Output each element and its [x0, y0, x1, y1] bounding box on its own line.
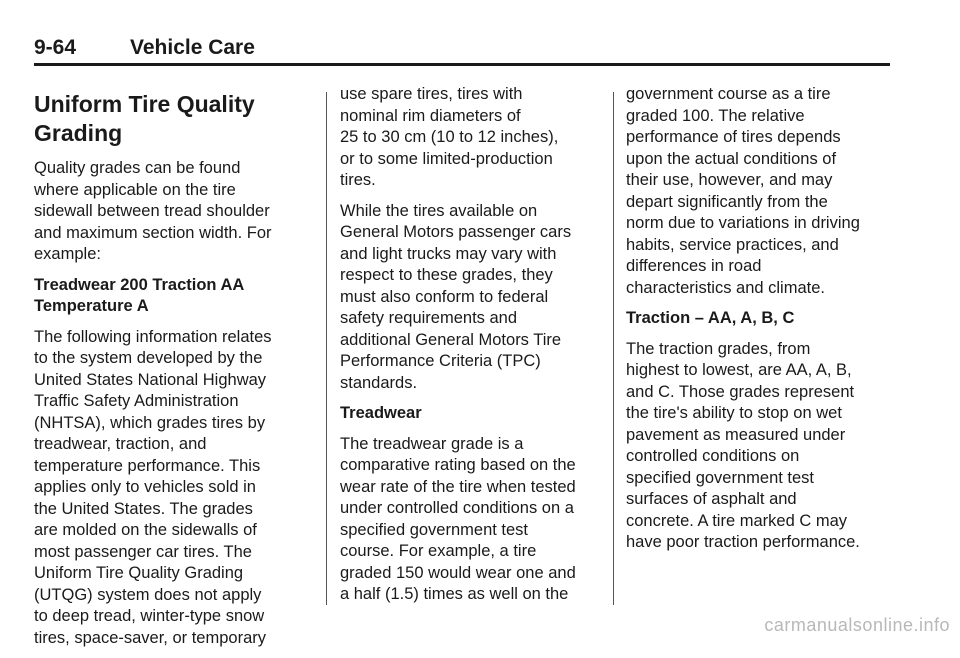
text-line: surfaces of asphalt and — [626, 490, 797, 508]
text-line: habits, service practices, and — [626, 235, 839, 254]
text-line: specified government test — [626, 468, 815, 487]
paragraph — [626, 339, 906, 554]
text-line: The treadwear grade is a — [340, 434, 524, 453]
text-line: where applicable on the tire — [34, 180, 236, 199]
text-line: to deep tread, winter-type snow — [34, 607, 265, 625]
text-line: and maximum section width. For — [34, 223, 272, 242]
column-2 — [340, 84, 620, 615]
text-line: must also conform to federal — [340, 287, 549, 306]
paragraph — [340, 201, 620, 395]
text-line: use spare tires, tires with — [340, 85, 523, 103]
text-line: upon the actual conditions of — [626, 149, 837, 168]
text-line: government course as a tire — [626, 85, 831, 103]
page-header — [34, 36, 890, 64]
text-line: nominal rim diameters of — [340, 106, 521, 125]
text-line: The following information relates — [34, 327, 272, 346]
text-line: are molded on the sidewalls of — [34, 521, 257, 539]
text-line: temperature performance. This — [34, 456, 261, 475]
text-line: graded 100. The relative — [626, 106, 805, 125]
text-line: (UTQG) system does not apply — [34, 585, 262, 604]
text-line: to the system developed by the — [34, 349, 263, 367]
text-line: tires. — [340, 171, 376, 189]
text-line: depart significantly from the — [626, 192, 828, 211]
text-line: have poor traction performance. — [626, 533, 860, 551]
text-line: course. For example, a tire — [340, 542, 537, 560]
text-line: specified government test — [340, 520, 529, 539]
text-line: tires, space-saver, or temporary — [34, 628, 266, 647]
text-line: graded 150 would wear one and — [340, 563, 576, 582]
paragraph — [340, 434, 620, 606]
text-line: concrete. A tire marked C may — [626, 511, 848, 530]
column-3 — [626, 84, 906, 563]
text-line: General Motors passenger cars — [340, 223, 572, 241]
section-title: Vehicle Care — [130, 36, 255, 59]
text-line: Uniform Tire Quality Grading — [34, 564, 244, 582]
text-line: their use, however, and may — [626, 171, 833, 189]
subheading-treadwear: Treadwear — [340, 404, 422, 422]
text-line: standards. — [340, 373, 418, 392]
paragraph — [340, 84, 620, 192]
text-line: treadwear, traction, and — [34, 435, 207, 453]
watermark: carmanualsonline.info — [764, 615, 950, 635]
text-line: pavement as measured under — [626, 425, 846, 444]
text-line: or to some limited-production — [340, 149, 553, 168]
paragraph — [34, 158, 314, 266]
text-line: the tire's ability to stop on wet — [626, 404, 842, 422]
text-line: norm due to variations in driving — [626, 214, 860, 232]
text-line: United States National Highway — [34, 370, 267, 389]
text-line: applies only to vehicles sold in — [34, 478, 256, 496]
text-line: The traction grades, from — [626, 339, 811, 358]
paragraph — [626, 84, 906, 299]
text-line: (NHTSA), which grades tires by — [34, 413, 266, 432]
paragraph — [34, 327, 314, 650]
column-divider — [326, 92, 327, 605]
text-line: additional General Motors Tire — [340, 330, 562, 349]
text-line: Quality grades can be found — [34, 159, 241, 177]
text-line: under controlled conditions on a — [340, 499, 574, 517]
column-1 — [34, 84, 314, 658]
text-line: example: — [34, 245, 101, 263]
text-line: most passenger car tires. The — [34, 542, 252, 561]
article-heading: Uniform Tire Quality Grading — [34, 91, 255, 146]
text-line: 25 to 30 cm (10 to 12 inches), — [340, 128, 559, 146]
text-line: While the tires available on — [340, 201, 538, 220]
text-line: performance of tires depends — [626, 128, 841, 146]
text-line: highest to lowest, are AA, A, B, — [626, 361, 852, 379]
text-line: respect to these grades, they — [340, 266, 553, 284]
text-line: the United States. The grades — [34, 499, 253, 518]
header-rule — [34, 63, 890, 66]
grade-example: Treadwear 200 Traction AA Temperature A — [34, 275, 245, 315]
text-line: controlled conditions on — [626, 447, 800, 465]
text-line: and light trucks may vary with — [340, 244, 557, 263]
text-line: comparative rating based on the — [340, 456, 576, 474]
text-line: characteristics and climate. — [626, 278, 825, 297]
text-line: sidewall between tread shoulder — [34, 202, 270, 220]
text-line: safety requirements and — [340, 309, 518, 327]
text-line: wear rate of the tire when tested — [340, 477, 576, 496]
text-line: differences in road — [626, 257, 762, 275]
page-number: 9-64 — [34, 36, 77, 59]
text-line: Traffic Safety Administration — [34, 392, 239, 410]
text-line: Performance Criteria (TPC) — [340, 352, 541, 370]
subheading-traction: Traction – AA, A, B, C — [626, 309, 795, 327]
text-line: and C. Those grades represent — [626, 382, 855, 401]
text-line: a half (1.5) times as well on the — [340, 585, 569, 603]
